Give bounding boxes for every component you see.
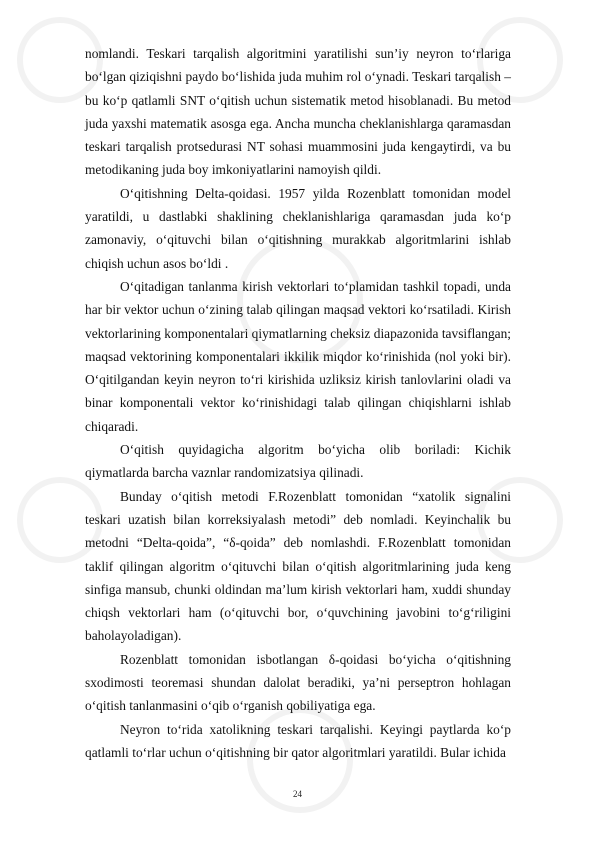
paragraph: Rozenblatt tomonidan isbotlangan δ-qoidasi bo‘yicha o‘qitishning sxodimosti teoremasi shundan dalolat beradiki, ya’ni perseptron hohlagan o‘qitish tanlanmasini o‘qib o‘rganish qobiliyatiga ega. <box>85 651 511 714</box>
paragraph: O‘qitishning Delta-qoidasi. 1957 yilda Rozenblatt tomonidan model yaratildi, u dastlabki shaklining cheklanishlariga qaramasdan juda ko‘p zamonaviy, o‘qituvchi bilan o‘qitishning murakkab algoritmlarini ishlab chiqish uchun asos bo‘ldi . <box>85 185 511 271</box>
paragraph: Neyron to‘rida xatolikning teskari tarqalishi. Keyingi paytlarda ko‘p qatlamli to‘rlar uchun o‘qitishning bir qator algoritmlari yaratildi. Bular ichida <box>85 721 511 760</box>
paragraph: nomlandi. Teskari tarqalish algoritmini yaratilishi sun’iy neyron to‘rlariga bo‘lgan qiziqishni paydo bo‘lishida juda muhim rol o‘ynadi. Teskari tarqalish – bu ko‘p qatlamli SNT o‘qitish uchun sistematik metod hisoblanadi. Bu metod juda yaxshi matematik asosga ega. Ancha muncha cheklanishlarga qaramasdan teskari tarqalish protsedurasi NT sohasi muammosini juda kengaytirdi, va bu metodikaning juda boy imkoniyatlarini namoyish qildi. <box>85 46 511 178</box>
paragraph: O‘qitadigan tanlanma kirish vektorlari to‘plamidan tashkil topadi, unda har bir vektor uchun o‘zining talab qilingan maqsad vektori ko‘rsatiladi. Kirish vektorlarining komponentalari qiymatlarning cheksiz diapazonida tavsiflangan; maqsad vektorining komponentalari ikkilik miqdor ko‘rinishida (nol yoki bir). O‘qitilgandan keyin neyron to‘ri kirishida uzliksiz kirish tanlovlarini oladi va binar komponentali vektor ko‘rinishidagi talab qilingan chiqishlarni ishlab chiqaradi. <box>85 278 511 434</box>
page-number: 24 <box>293 789 302 799</box>
paragraph: Bunday o‘qitish metodi F.Rozenblatt tomonidan “xatolik signalini teskari uzatish bilan korreksiyalash metodi” deb nomladi. Keyinchalik bu metodni “Delta-qoida”, “δ-qoida” deb nomlashdi. F.Rozenblatt tomonidan taklif qilingan algoritm o‘qituvchi bilan o‘qitish algoritmlarining juda keng sinfiga mansub, chunki oldindan ma’lum kirish vektorlari ham, xuddi shunday chiqsh vektorlari ham (o‘qituvchi bor, o‘quvchining javobini to‘g‘riligini baholayoladigan). <box>85 488 511 644</box>
body-text <box>85 42 511 764</box>
paragraph: O‘qitish quyidagicha algoritm bo‘yicha olib boriladi: Kichik qiymatlarda barcha vaznlar randomizatsiya qilinadi. <box>85 442 511 481</box>
